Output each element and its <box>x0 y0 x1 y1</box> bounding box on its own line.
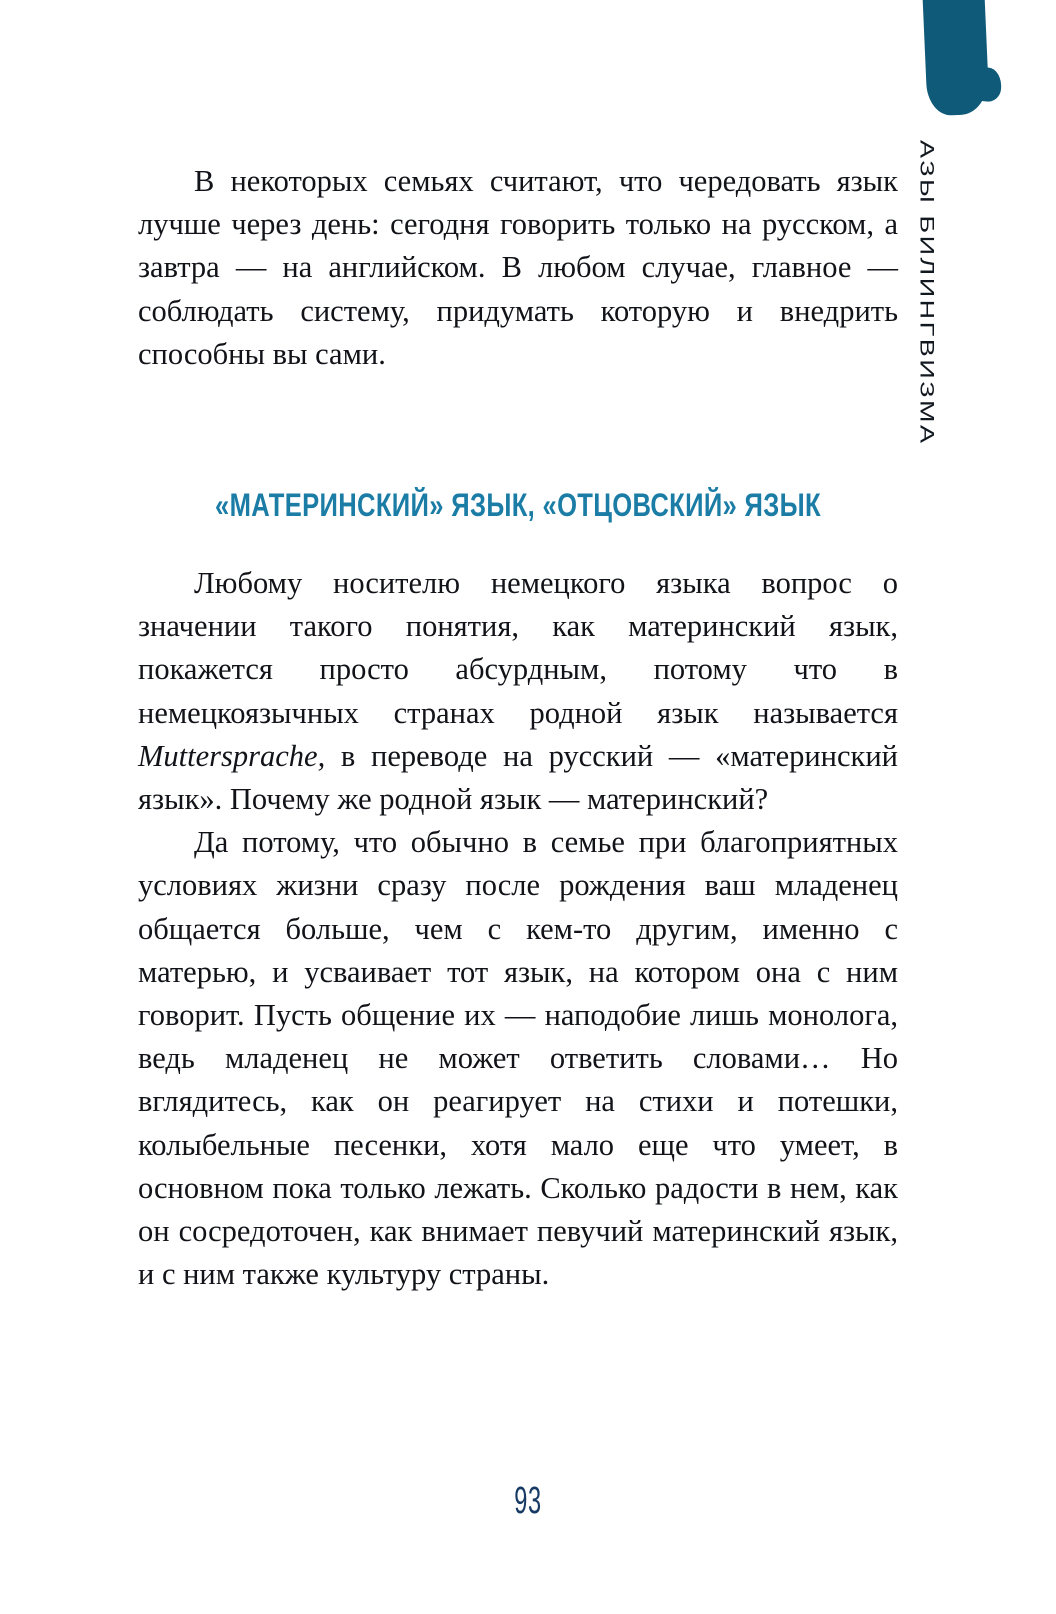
page-number: 93 <box>514 1480 542 1522</box>
paragraph-3: Да потому, что обычно в семье при благоприятных условиях жизни сразу после рождения ваш младенец общается больше, чем с кем-то другим, именно с матерью, и усваивает тот язык, на котором она с ним говорит. Пусть общение их — наподобие лишь монолога, ведь младенец не может ответить словами… Но вглядитесь, как он реагирует на стихи и потешки, колыбельные песенки, хотя мало еще что умеет, в основном пока только лежать. Сколько радости в нем, как он сосредоточен, как внимает певучий материнский язык, и с ним также культуру страны. <box>138 825 898 1292</box>
paragraph-2-foreign-term: Muttersprache, <box>138 738 326 773</box>
paragraph-2-lead: Любому носителю немецкого языка вопрос о значении такого понятия, как материнский язык, покажется просто абсурдным, потому что в немецкоязычных странах родной язык называется <box>138 566 898 730</box>
paragraph-2-tail: в переводе на русский — «материнский язык». Почему же родной язык — материнский? <box>138 738 898 817</box>
section-heading: «МАТЕРИНСКИЙ» ЯЗЫК, «ОТЦОВСКИЙ» ЯЗЫК <box>215 487 821 523</box>
chapter-thumb-tab-icon <box>922 0 989 116</box>
running-head: АЗЫ БИЛИНГВИЗМА <box>916 140 938 446</box>
section-heading-wrap <box>138 487 898 524</box>
paragraph-1: В некоторых семьях считают, что чередовать язык лучше через день: сегодня говорить только на русском, а завтра — на английском. В любом случае, главное — соблюдать систему, придумать которую и внедрить способны вы сами. <box>138 164 898 371</box>
text-column-bottom <box>138 562 898 1296</box>
text-column-top <box>138 160 898 376</box>
paragraph-2 <box>138 562 898 821</box>
